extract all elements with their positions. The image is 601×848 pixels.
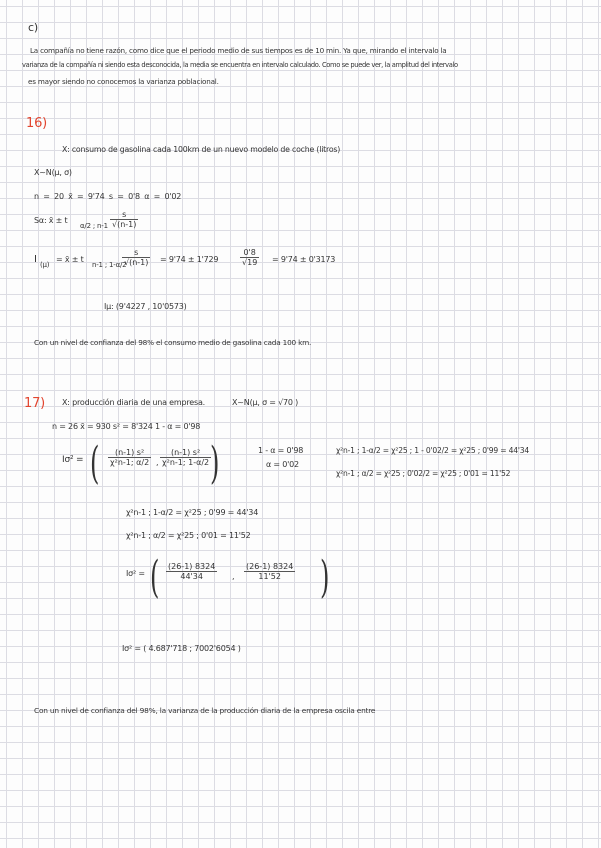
ex17-statement: X: producción diaria de una empresa. — [62, 398, 206, 407]
ex17-ci2-fraction-1 — [166, 562, 217, 581]
ex16-conclusion: Con un nivel de confianza del 98% el consumo medio de gasolina cada 100 km. — [34, 338, 312, 347]
ex17-ci-open-paren: ( — [90, 438, 100, 489]
ex17-ci-fraction-2 — [160, 448, 211, 467]
exercise-16-number: 16) — [26, 116, 48, 131]
section-c-line-3: es mayor siendo no conocemos la varianza poblacional. — [28, 77, 219, 86]
ex16-calc-denominator-2: √19 — [242, 258, 258, 267]
ex16-calc-numerator-1: s — [122, 248, 150, 258]
exercise-17-number: 17) — [24, 396, 46, 411]
ex17-ci2-numerator-1: (26-1) 8324 — [168, 562, 216, 571]
ex16-calc-middle: = 9'74 ± 1'729 — [160, 255, 219, 264]
ex16-calc-fraction-1 — [122, 248, 150, 267]
ex17-chi-right-2: χ²n-1 ; α/2 = χ²25 ; 0'02/2 = χ²25 ; 0'01 = 11'52 — [336, 469, 511, 478]
ex17-chi-line-2: χ²n-1 ; α/2 = χ²25 ; 0'01 = 11'52 — [126, 531, 251, 540]
ex16-calc-denominator-1: √(n-1) — [124, 258, 149, 267]
ex17-ci-denominator-2: χ²n-1; 1-α/2 — [162, 458, 210, 467]
ex16-formula-subscript: α/2 ; n-1 — [80, 222, 108, 230]
ex17-ci2-open-paren: ( — [150, 552, 160, 603]
ex17-ci2-denominator-2: 11'52 — [258, 572, 281, 581]
ex16-statement: X: consumo de gasolina cada 100km de un nuevo modelo de coche (litros) — [62, 145, 341, 154]
ex17-alpha-line-1: 1 - α = 0'98 — [258, 446, 304, 455]
ex16-formula-fraction — [110, 210, 138, 229]
ex16-calc-expression: = x̄ ± t — [56, 255, 84, 264]
ex17-ci2-close-paren: ) — [320, 552, 330, 603]
ex16-data-line: n = 20 x̄ = 9'74 s = 0'8 α = 0'02 — [34, 192, 182, 201]
ex17-ci2-comma: , — [232, 572, 235, 581]
ex16-calc-subscript: (μ) — [40, 261, 50, 269]
section-c-line-1: La compañía no tiene razón, como dice que el periodo medio de sus tiempos es de 10 min. Ya que, mirando el intervalo la — [30, 46, 447, 55]
ex16-result: Iμ: (9'4227 , 10'0573) — [104, 302, 187, 311]
ex17-ci-denominator-1: χ²n-1; α/2 — [110, 458, 150, 467]
ex17-ci-label: Iσ² = — [62, 455, 84, 465]
ex17-chi-line-1: χ²n-1 ; 1-α/2 = χ²25 ; 0'99 = 44'34 — [126, 508, 259, 517]
ex16-calc-t-subscript: n-1 ; 1-α/2 — [92, 261, 127, 269]
ex17-conclusion: Con un nivel de confianza del 98%, la varianza de la producción diaria de la empresa oscila entre — [34, 706, 376, 715]
ex16-formula-label: Sα: x̄ ± t — [34, 216, 68, 225]
ex16-calc-end: = 9'74 ± 0'3173 — [272, 255, 336, 264]
ex17-ci-close-paren: ) — [210, 438, 220, 489]
ex16-formula-denominator: √(n-1) — [112, 220, 137, 229]
ex17-ci-numerator-1: (n-1) s² — [108, 448, 151, 458]
ex17-distribution: X~N(μ, σ = √70 ) — [232, 398, 299, 407]
ex17-ci2-fraction-2 — [244, 562, 295, 581]
ex17-ci2-label: Iσ² = — [126, 569, 145, 578]
ex17-ci2-numerator-2: (26-1) 8324 — [246, 562, 294, 571]
ex17-ci-fraction-1 — [108, 448, 151, 467]
ex16-distribution: X~N(μ, σ) — [34, 168, 72, 177]
ex16-calc-label: I — [34, 254, 37, 265]
ex17-result: Iσ² = ( 4.687'718 ; 7002'6054 ) — [122, 644, 241, 653]
ex16-calc-numerator-2: 0'8 — [240, 248, 259, 258]
ex17-ci2-denominator-1: 44'34 — [180, 572, 203, 581]
section-c-line-2: varianza de la compañía ni siendo esta desconocida, la media se encuentra en intervalo calculado. Como se puede ver, la amplitud del intervalo — [22, 61, 458, 69]
ex17-ci-comma: , — [156, 458, 159, 467]
ex16-formula-numerator: s — [110, 210, 138, 220]
ex17-ci-numerator-2: (n-1) s² — [160, 448, 211, 458]
ex17-data-line: n = 26 x̄ = 930 s² = 8'324 1 - α = 0'98 — [52, 422, 201, 431]
ex17-chi-right-1: χ²n-1 ; 1-α/2 = χ²25 ; 1 - 0'02/2 = χ²25 ; 0'99 = 44'34 — [336, 446, 530, 455]
section-c-label: c) — [28, 21, 38, 34]
ex17-alpha-line-2: α = 0'02 — [266, 460, 299, 469]
ex16-calc-fraction-2 — [240, 248, 259, 267]
